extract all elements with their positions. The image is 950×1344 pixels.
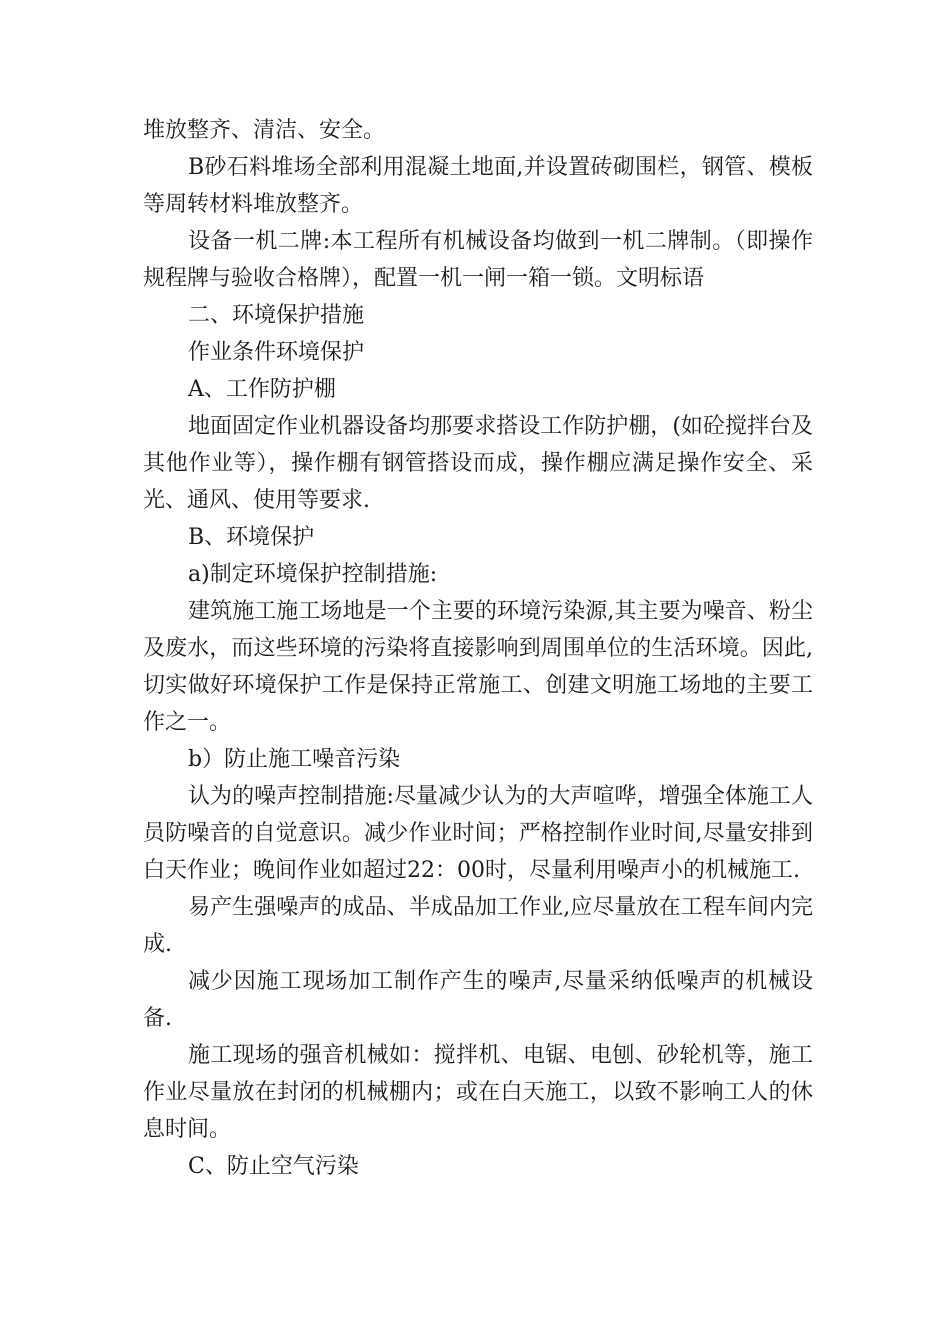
paragraph-1: 堆放整齐、清洁、安全。 bbox=[143, 118, 386, 143]
paragraph-3: 设备一机二牌:本工程所有机械设备均做到一机二牌制。（即操作规程牌与验收合格牌），配置一机一闸一箱一锁。文明标语 bbox=[143, 229, 813, 291]
paragraph-10: 建筑施工施工场地是一个主要的环境污染源,其主要为噪音、粉尘及废水，而这些环境的污染将直接影响到周围单位的生活环境。因此,切实做好环境保护工作是保持正常施工、创建文明施工场地的主要工作之一。 bbox=[143, 599, 813, 735]
document-body bbox=[143, 112, 813, 1185]
subheading-a: A、工作防护棚 bbox=[188, 377, 336, 402]
subheading-b: B、环境保护 bbox=[188, 525, 315, 550]
subheading-b-a: a)制定环境保护控制措施: bbox=[188, 562, 438, 587]
subheading-b-b: b）防止施工噪音污染 bbox=[188, 747, 401, 772]
paragraph-7: 地面固定作业机器设备均那要求搭设工作防护棚，(如砼搅拌台及其他作业等），操作棚有钢管搭设而成，操作棚应满足操作安全、采光、通风、使用等要求. bbox=[143, 414, 813, 513]
paragraph-13: 易产生强噪声的成品、半成品加工作业,应尽量放在工程车间内完成. bbox=[143, 895, 813, 957]
subheading-work-conditions: 作业条件环境保护 bbox=[188, 340, 365, 365]
subheading-c: C、防止空气污染 bbox=[188, 1154, 359, 1179]
paragraph-14: 减少因施工现场加工制作产生的噪声,尽量采纳低噪声的机械设备. bbox=[143, 969, 813, 1031]
paragraph-15: 施工现场的强音机械如：搅拌机、电锯、电刨、砂轮机等，施工作业尽量放在封闭的机械棚内；或在白天施工，以致不影响工人的休息时间。 bbox=[143, 1043, 813, 1142]
paragraph-2: B砂石料堆场全部利用混凝土地面,并设置砖砌围栏，钢管、模板等周转材料堆放整齐。 bbox=[143, 155, 813, 217]
section-heading-environment: 二、环境保护措施 bbox=[188, 303, 365, 328]
paragraph-12: 认为的噪声控制措施:尽量减少认为的大声喧哗，增强全体施工人员防噪音的自觉意识。减少作业时间；严格控制作业时间,尽量安排到白天作业；晚间作业如超过22：00时，尽量利用噪声小的机械施工. bbox=[143, 784, 813, 883]
